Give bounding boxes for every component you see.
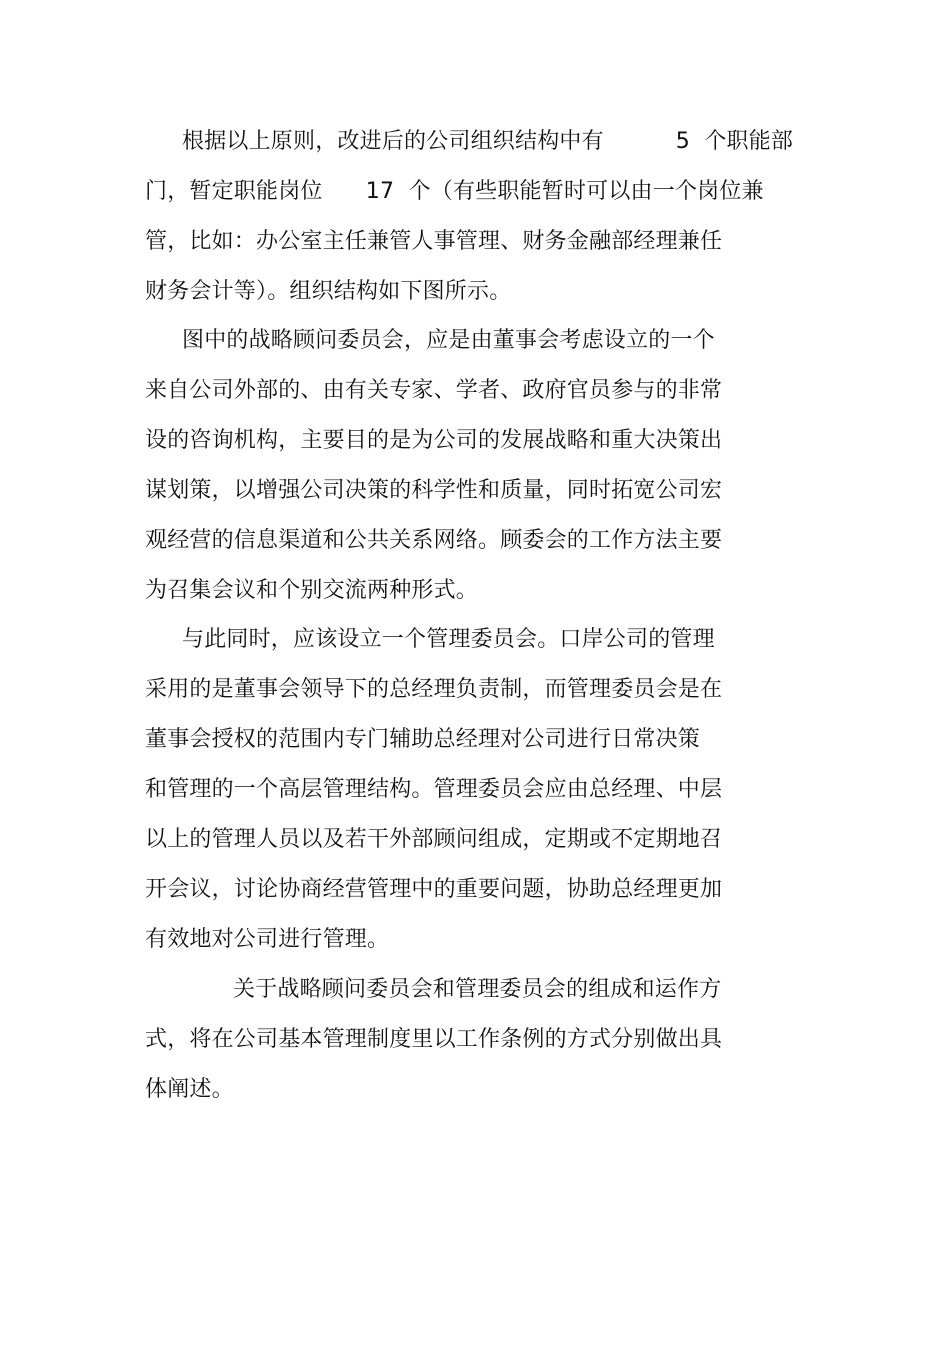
paragraph-2-line-5: 观经营的信息渠道和公共关系网络。顾委会的工作方法主要: [145, 528, 723, 553]
paragraph-2-line-3: 设的咨询机构，主要目的是为公司的发展战略和重大决策出: [145, 428, 723, 453]
paragraph-3-line-3: 董事会授权的范围内专门辅助总经理对公司进行日常决策: [145, 727, 701, 752]
paragraph-3-line-6: 开会议，讨论协商经营管理中的重要问题，协助总经理更加: [145, 877, 723, 902]
paragraph-3-line-7: 有效地对公司进行管理。: [145, 927, 390, 952]
paragraph-2-line-2: 来自公司外部的、由有关专家、学者、政府官员参与的非常: [145, 378, 723, 403]
paragraph-4-line-3: 体阐述。: [145, 1077, 234, 1102]
paragraph-1-line-4: 财务会计等）。组织结构如下图所示。: [145, 279, 512, 304]
paragraph-4-line-1: 关于战略顾问委员会和管理委员会的组成和运作方: [233, 977, 722, 1002]
paragraph-3-line-4: 和管理的一个高层管理结构。管理委员会应由总经理、中层: [145, 777, 723, 802]
paragraph-3-line-1: 与此同时，应该设立一个管理委员会。口岸公司的管理: [182, 627, 715, 652]
paragraph-1-line-1: 根据以上原则，改进后的公司组织结构中有 5 个职能部: [182, 129, 794, 154]
paragraph-4-line-2: 式，将在公司基本管理制度里以工作条例的方式分别做出具: [145, 1027, 723, 1052]
paragraph-3-line-5: 以上的管理人员以及若干外部顾问组成，定期或不定期地召: [145, 827, 723, 852]
paragraph-2-line-1: 图中的战略顾问委员会，应是由董事会考虑设立的一个: [182, 328, 715, 353]
paragraph-3-line-2: 采用的是董事会领导下的总经理负责制，而管理委员会是在: [145, 677, 723, 702]
paragraph-2-line-4: 谋划策，以增强公司决策的科学性和质量，同时拓宽公司宏: [145, 478, 723, 503]
paragraph-2-line-6: 为召集会议和个别交流两种形式。: [145, 578, 479, 603]
paragraph-1-line-3: 管，比如：办公室主任兼管人事管理、财务金融部经理兼任: [145, 229, 723, 254]
paragraph-1-line-2: 门，暂定职能岗位 17 个（有些职能暂时可以由一个岗位兼: [145, 179, 764, 204]
